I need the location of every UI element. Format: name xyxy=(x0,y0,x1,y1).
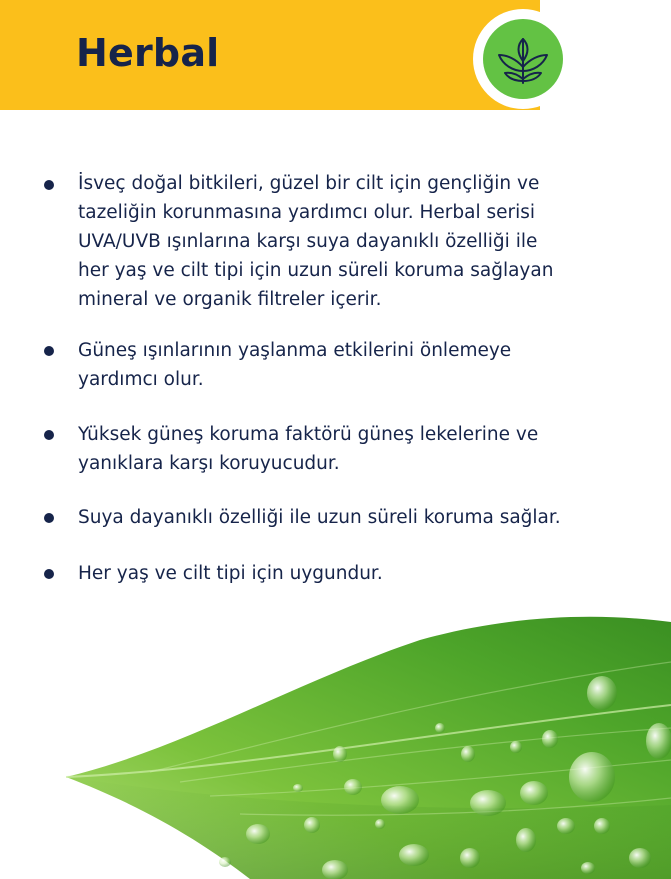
list-item-line: Suya dayanıklı özelliği ile uzun süreli koruma sağlar. xyxy=(78,507,561,528)
list-item xyxy=(78,336,578,394)
list-item-line: UVA/UVB ışınlarına karşı suya dayanıklı özelliği ile xyxy=(78,231,538,252)
list-item-line: Yüksek güneş koruma faktörü güneş lekelerine ve xyxy=(78,424,539,445)
list-item-line: yanıklara karşı koruyucudur. xyxy=(78,453,340,474)
list-item-line: Güneş ışınlarının yaşlanma etkilerini önlemeye xyxy=(78,340,512,361)
page-title: Herbal xyxy=(76,31,220,75)
list-item-line: Her yaş ve cilt tipi için uygundur. xyxy=(78,563,383,584)
list-item xyxy=(78,420,578,478)
list-item xyxy=(78,559,578,588)
bullet-dot xyxy=(44,569,54,579)
bullet-dot xyxy=(44,180,54,190)
leaf-sprout-icon xyxy=(483,19,563,99)
list-item-line: tazeliğin korunmasına yardımcı olur. Herbal serisi xyxy=(78,202,536,223)
list-item-line: mineral ve organik filtreler içerir. xyxy=(78,289,382,310)
list-item xyxy=(78,169,578,314)
header xyxy=(0,0,671,110)
bullet-dot xyxy=(44,346,54,356)
list-item-line: yardımcı olur. xyxy=(78,369,204,390)
list-item xyxy=(78,503,578,532)
leaf-illustration xyxy=(0,600,671,879)
list-item-line: İsveç doğal bitkileri, güzel bir cilt için gençliğin ve xyxy=(78,173,540,194)
list-item-line: her yaş ve cilt tipi için uzun süreli koruma sağlayan xyxy=(78,260,554,281)
bullet-dot xyxy=(44,430,54,440)
bullet-dot xyxy=(44,513,54,523)
